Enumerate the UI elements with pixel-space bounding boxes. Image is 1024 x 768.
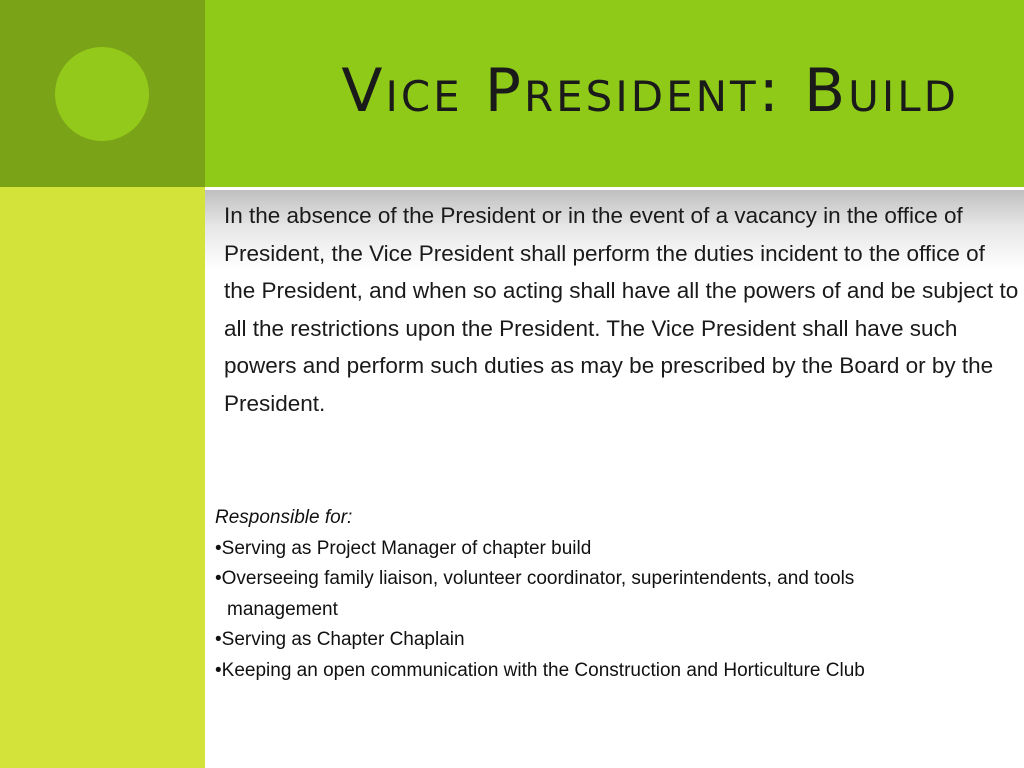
list-item: •Serving as Chapter Chaplain — [215, 629, 465, 650]
description-paragraph: In the absence of the President or in the event of a vacancy in the office of President, the Vice President shall perform the duties incident to the office of the President, and when so acting shall have all the powers of and be subject to all the restrictions upon the President. The Vice President shall have such powers and perform such duties as may be prescribed by the Board or by the President. — [224, 203, 1019, 416]
title-band — [205, 0, 1024, 187]
responsibilities-list — [215, 534, 1020, 687]
responsibilities-heading: Responsible for: — [215, 507, 353, 528]
responsibilities-section — [215, 503, 1020, 686]
list-item-continuation: management — [227, 598, 338, 620]
slide-title: Vice President: Build — [341, 56, 959, 126]
list-item: •Serving as Project Manager of chapter build — [215, 537, 592, 559]
decorative-circle — [55, 47, 149, 141]
left-bottom-panel — [0, 187, 205, 768]
list-item: •Keeping an open communication with the Construction and Horticulture Club — [215, 659, 865, 681]
left-top-panel — [0, 0, 205, 187]
list-item: •Overseeing family liaison, volunteer coordinator, superintendents, and tools — [215, 568, 855, 589]
